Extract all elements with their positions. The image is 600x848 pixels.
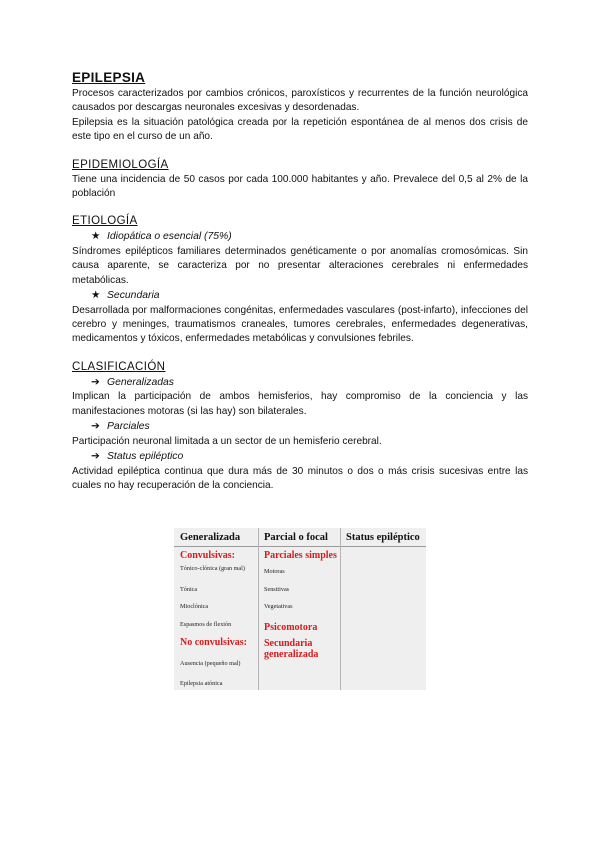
table-cell-parciales-simples: Parciales simples: [264, 550, 337, 561]
table-cell: Mioclónica: [180, 603, 209, 610]
clasificacion-bullet-parciales: ➔ Parciales: [91, 419, 528, 435]
clasificacion-bullet-status: ➔ Status epiléptico: [91, 449, 528, 465]
table-divider: [340, 528, 341, 690]
table-cell-psicomotora: Psicomotora: [264, 622, 318, 633]
clasificacion-text-parciales: Participación neuronal limitada a un sector de un hemisferio cerebral.: [72, 435, 382, 447]
table-cell: Ausencia (pequeño mal): [180, 660, 241, 667]
epidemiologia-text: Tiene una incidencia de 50 casos por cada 100.000 habitantes y año. Prevalece del 0,5 al 2% de la población: [72, 173, 528, 200]
table-cell: Motoras: [264, 568, 285, 575]
etiologia-text-idiopatica: Síndromes epilépticos familiares determinados genéticamente o por anomalías cromosómicas. Sin causa aparente, se caracteriza por no presentar alteraciones cerebrales ni enfermedades metabólicas.: [72, 245, 528, 286]
intro-paragraph-2: Epilepsia es la situación patológica creada por la repetición espontánea de al menos dos crisis de este tipo en el curso de un año.: [72, 116, 528, 143]
table-cell: Tónico-clónica (gran mal): [180, 565, 245, 572]
table-header-row: [174, 528, 426, 547]
table-header-generalizada: Generalizada: [180, 532, 241, 543]
document-body: [72, 70, 528, 493]
classification-table-image: [174, 528, 426, 690]
table-cell: Sensitivas: [264, 586, 290, 593]
table-header-status: Status epiléptico: [346, 532, 420, 543]
page-title: EPILEPSIA: [72, 70, 146, 85]
section-heading-epidemiologia: EPIDEMIOLOGÍA: [72, 158, 169, 171]
table-cell-no-convulsivas: No convulsivas:: [180, 637, 247, 648]
section-heading-clasificacion: CLASIFICACIÓN: [72, 360, 166, 373]
arrow-bullet-icon: ➔: [91, 376, 100, 388]
etiologia-bullet-secundaria: ★ Secundaria: [91, 288, 528, 304]
table-divider: [258, 528, 259, 690]
table-cell-secundaria: Secundaria generalizada: [264, 638, 319, 660]
etiologia-text-secundaria: Desarrollada por malformaciones congénitas, enfermedades vasculares (post-infarto), infecciones del cerebro y meninges, traumatismos craneales, tumores cerebrales, enfermedades degenerativas, medicamentos y tóxicos, enfermedades metabólicas y convulsiones febriles.: [72, 304, 528, 345]
section-heading-etiologia: ETIOLOGÍA: [72, 215, 138, 228]
clasificacion-text-generalizadas: Implican la participación de ambos hemisferios, hay compromiso de la conciencia y las manifestaciones motoras (si las hay) son bilaterales.: [72, 391, 528, 417]
table-cell: Epilepsia atónica: [180, 680, 223, 687]
star-bullet-icon: ★: [91, 290, 101, 302]
arrow-bullet-icon: ➔: [91, 421, 100, 433]
etiologia-bullet-idiopatica: ★ Idiopática o esencial (75%): [91, 229, 528, 245]
table-cell: Vegetativas: [264, 603, 293, 610]
table-header-parcial: Parcial o focal: [264, 532, 328, 543]
table-cell: Espasmos de flexión: [180, 621, 232, 628]
clasificacion-text-status: Actividad epiléptica continua que dura más de 30 minutos o dos o más crisis sucesivas entre las cuales no hay recuperación de la conciencia.: [72, 465, 528, 491]
clasificacion-bullet-generalizadas: ➔ Generalizadas: [91, 375, 528, 391]
table-cell: Tónica: [180, 586, 198, 593]
star-bullet-icon: ★: [91, 231, 101, 243]
intro-paragraph-1: Procesos caracterizados por cambios crónicos, paroxísticos y recurrentes de la función neurológica causados por descargas neuronales excesivas y desordenadas.: [72, 88, 528, 114]
arrow-bullet-icon: ➔: [91, 451, 100, 463]
table-cell-convulsivas: Convulsivas:: [180, 550, 236, 561]
